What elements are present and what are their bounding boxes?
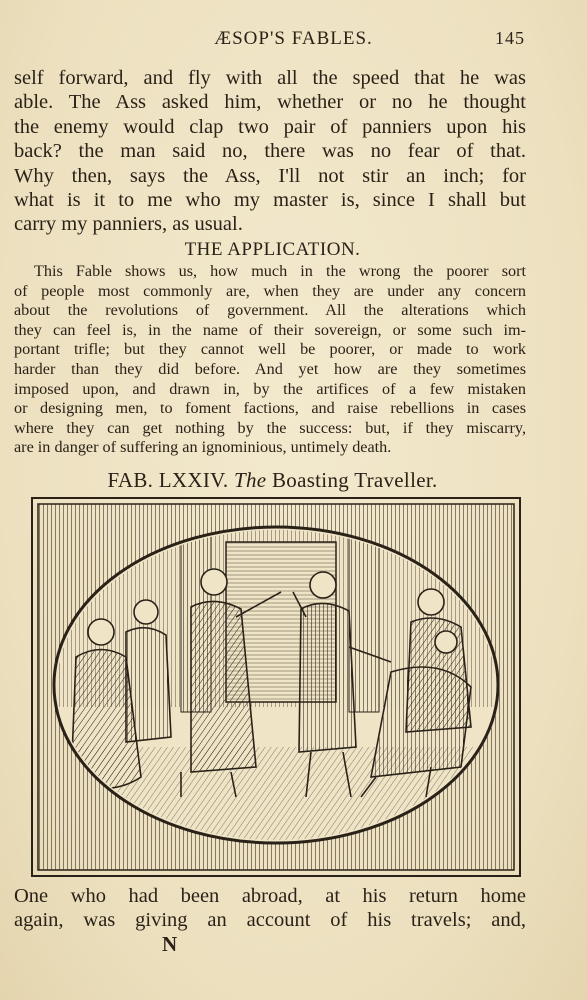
application-text [14,262,526,458]
text-line: or designing men, to foment factions, and raise rebellions in cases [14,399,526,418]
text-line: what is it to me who my master is, since I shall but [14,189,526,212]
text-line: One who had been abroad, at his return home [14,885,526,907]
text-line: harder than they did before. And yet how are they sometimes [14,359,526,378]
application-heading: THE APPLICATION. [184,239,361,260]
page-number: 145 [495,28,525,48]
text-line: self forward, and fly with all the speed that he was [14,67,526,89]
fable-number: FAB. LXXIV. [107,468,229,492]
text-line: of people most commonly are, when they are under any concern [14,281,526,300]
text-line: are in danger of suffering an ignominious, untimely death. [14,438,392,457]
text-line: portant trifle; but they cannot well be poorer, or made to work [14,340,526,359]
text-line: the enemy would clap two pair of panniers upon his [14,115,526,138]
text-line: where they can get nothing by the success: but, if they miscarry, [14,418,526,437]
woodcut-illustration [31,497,521,877]
text-line: again, was giving an account of his travels; and, [14,909,526,932]
text-line: about the revolutions of government. All the alterations which [14,301,526,320]
text-line: back? the man said no, there was no fear of that. [14,140,526,163]
fable-heading [0,468,545,493]
running-head [0,28,587,54]
text-line: able. The Ass asked him, whether or no he thought [14,91,526,114]
text-line: imposed upon, and drawn in, by the artifices of a few mistaken [14,379,526,398]
fable-text [14,884,526,933]
text-line: This Fable shows us, how much in the wrong the poorer sort [34,262,526,280]
text-line: they can feel is, in the name of their sovereign, or some such im- [14,320,526,339]
text-line: Why then, says the Ass, I'll not stir an inch; for [14,164,526,187]
running-head-title: ÆSOP'S FABLES. [214,28,373,49]
paragraph-continuation [14,66,526,237]
fable-title: Boasting Traveller. [271,468,438,492]
signature-mark: N [162,932,178,956]
fable-title-article: The [234,468,267,492]
text-line: carry my panniers, as usual. [14,213,243,236]
